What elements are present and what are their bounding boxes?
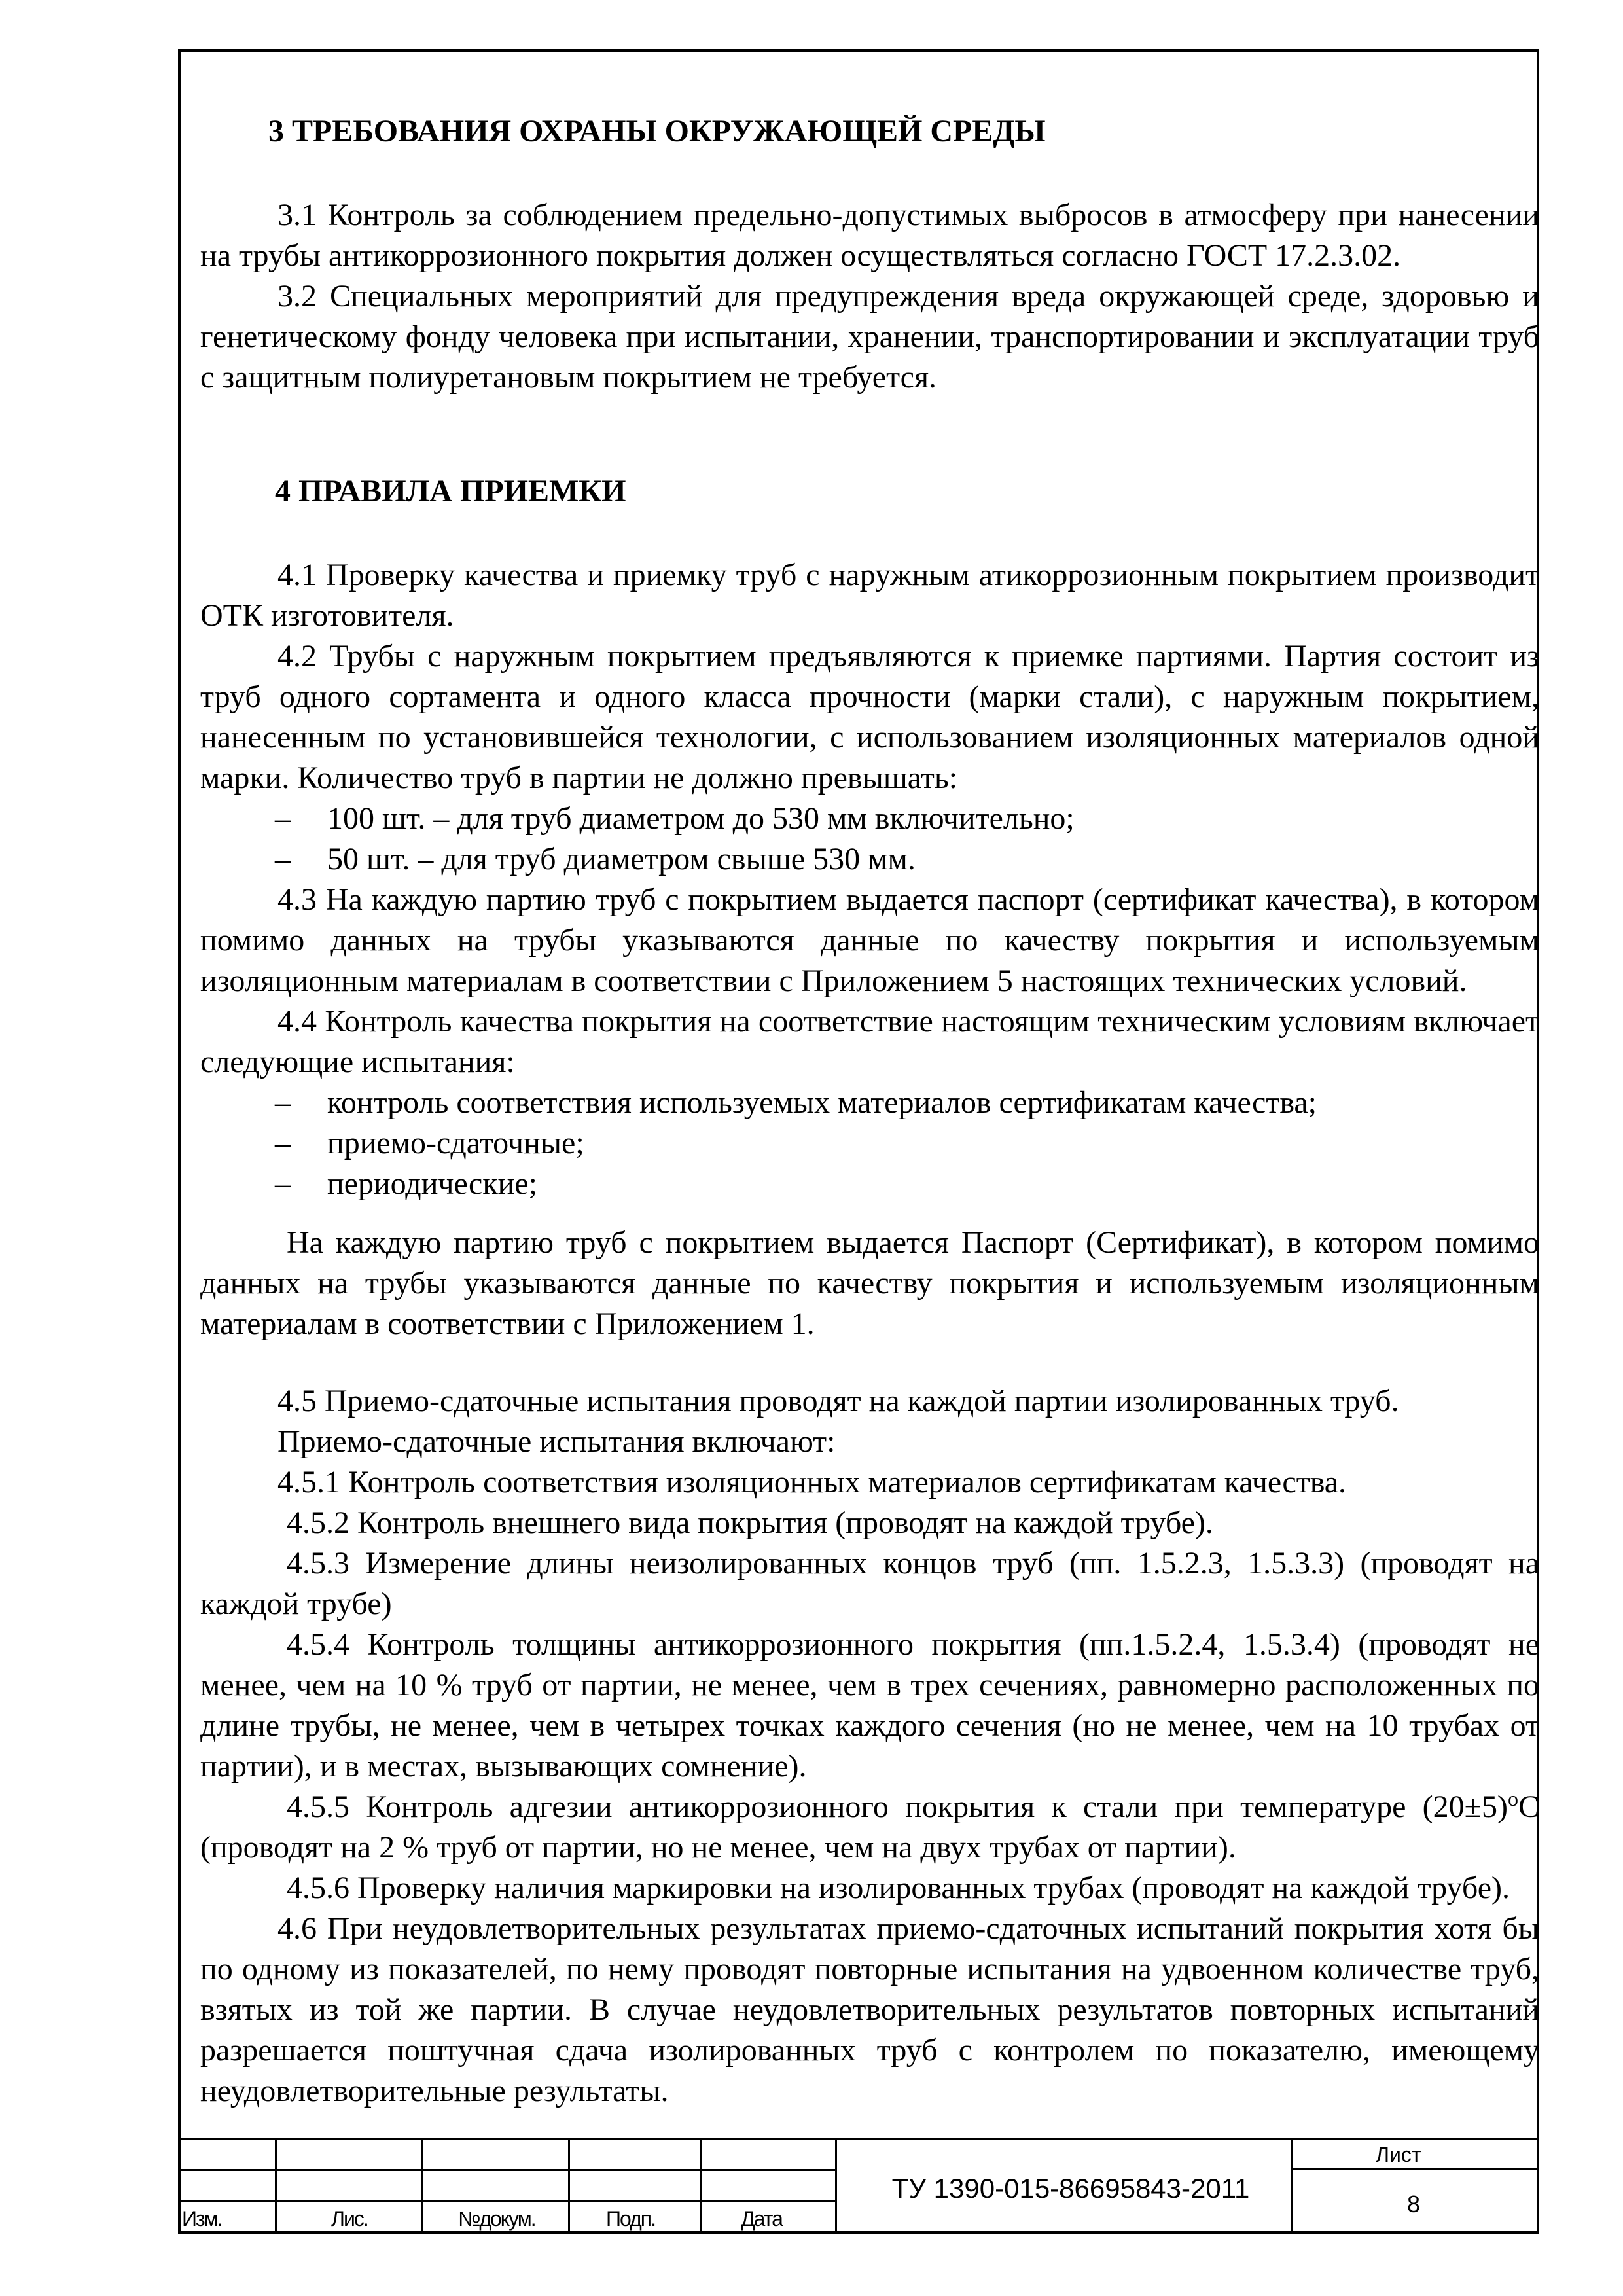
paragraph-4-2: 4.2 Трубы с наружным покрытием предъявляются к приемке партиями. Партия состоит из труб одного сортамента и одного класса прочности (марки стали), с наружным покрытием, нанесенным по установившейся технологии, с использованием изоляционных материалов одной марки. Количество труб в партии не должно превышать: [200,639,1539,795]
paragraph-4-6: 4.6 При неудовлетворительных результатах приемо-сдаточных испытаний покрытия хотя бы по одному из показателей, по нему проводят повторные испытания на удвоенном количестве труб, взятых из той же партии. В случае неудовлетворительных результатов повторных испытаний разрешается поштучная сдача изолированных труб с контролем по показателю, имеющему неудовлетворительные результаты. [200,1911,1539,2108]
section-3-title: 3 ТРЕБОВАНИЯ ОХРАНЫ ОКРУЖАЮЩЕЙ СРЕДЫ [268,114,1046,149]
stamp-label-dokum: №докум. [458,2207,535,2231]
list-item: – контроль соответствия используемых материалов сертификатам качества; [200,1083,1539,1123]
paragraph-3-1: 3.1 Контроль за соблюдением предельно-допустимых выбросов в атмосферу при нанесении на трубы антикоррозионного покрытия должен осуществляться согласно ГОСТ 17.2.3.02. [200,198,1539,273]
stamp-label-data: Дата [741,2207,782,2231]
paragraph-4-4: 4.4 Контроль качества покрытия на соответствие настоящим техническим условиям включает следующие испытания: [200,1004,1539,1079]
paragraph-3-2: 3.2 Специальных мероприятий для предупреждения вреда окружающей среде, здоровью и генетическому фонду человека при испытании, хранении, транспортировании и эксплуатации труб с защитным полиуретановым покрытием не требуется. [200,279,1539,395]
paragraph-4-5-intro: Приемо-сдаточные испытания включают: [277,1424,836,1459]
paragraph-4-5-3: 4.5.3 Измерение длины неизолированных концов труб (пп. 1.5.2.3, 1.5.3.3) (проводят на каждой трубе) [200,1546,1539,1621]
list-item: – приемо-сдаточные; [200,1123,1539,1164]
stamp-label-podp: Подп. [606,2207,655,2231]
stamp-label-lis: Лис. [331,2207,368,2231]
paragraph-4-5-2: 4.5.2 Контроль внешнего вида покрытия (проводят на каждой трубе). [287,1505,1213,1540]
document-code: ТУ 1390-015-86695843-2011 [891,2173,1250,2204]
list-item: – 100 шт. – для труб диаметром до 530 мм включительно; [200,798,1539,839]
section-4-title: 4 ПРАВИЛА ПРИЕМКИ [275,474,626,509]
degree-sign: о [1507,1787,1518,1810]
paragraph-4-1: 4.1 Проверку качества и приемку труб с наружным атикоррозионным покрытием производит ОТК изготовителя. [200,558,1539,633]
paragraph-4-5-1: 4.5.1 Контроль соответствия изоляционных материалов сертификатам качества. [277,1465,1347,1499]
paragraph-4-5: 4.5 Приемо-сдаточные испытания проводят на каждой партии изолированных труб. [277,1384,1399,1418]
paragraph-4-5-6: 4.5.6 Проверку наличия маркировки на изолированных трубах (проводят на каждой трубе). [287,1871,1510,1905]
paragraph-4-5-4: 4.5.4 Контроль толщины антикоррозионного покрытия (пп.1.5.2.4, 1.5.3.4) (проводят не менее, чем на 10 % труб от партии, не менее, чем в трех сечениях, равномерно расположенных по длине трубы, не менее, чем в четырех точках каждого сечения (но не менее, чем на 10 трубах от партии), и в местах, вызывающих сомнение). [200,1627,1539,1784]
document-body [200,111,1539,2111]
paragraph-4-3: 4.3 На каждую партию труб с покрытием выдается паспорт (сертификат качества), в котором помимо данных на трубы указываются данные по качеству покрытия и используемым изоляционным материалам в соответствии с Приложением 5 настоящих технических условий. [200,882,1539,998]
stamp-label-list: Лист [1376,2143,1421,2166]
page-number: 8 [1407,2191,1421,2217]
paragraph-4-4-passport: На каждую партию труб с покрытием выдается Паспорт (Сертификат), в котором помимо данных на трубы указываются данные по качеству покрытия и используемым изоляционным материалам в соответствии с Приложением 1. [200,1225,1539,1341]
list-item: – периодические; [200,1164,1539,1204]
paragraph-4-5-5: 4.5.5 Контроль адгезии антикоррозионного покрытия к стали при температуре $(20\pm 5)^оС$ (проводят на 2 % труб от партии, но не менее, чем на двух трубах от партии). [200,1787,1539,1865]
stamp-label-izm: Изм. [182,2207,222,2231]
list-item: – 50 шт. – для труб диаметром свыше 530 мм. [200,839,1539,880]
